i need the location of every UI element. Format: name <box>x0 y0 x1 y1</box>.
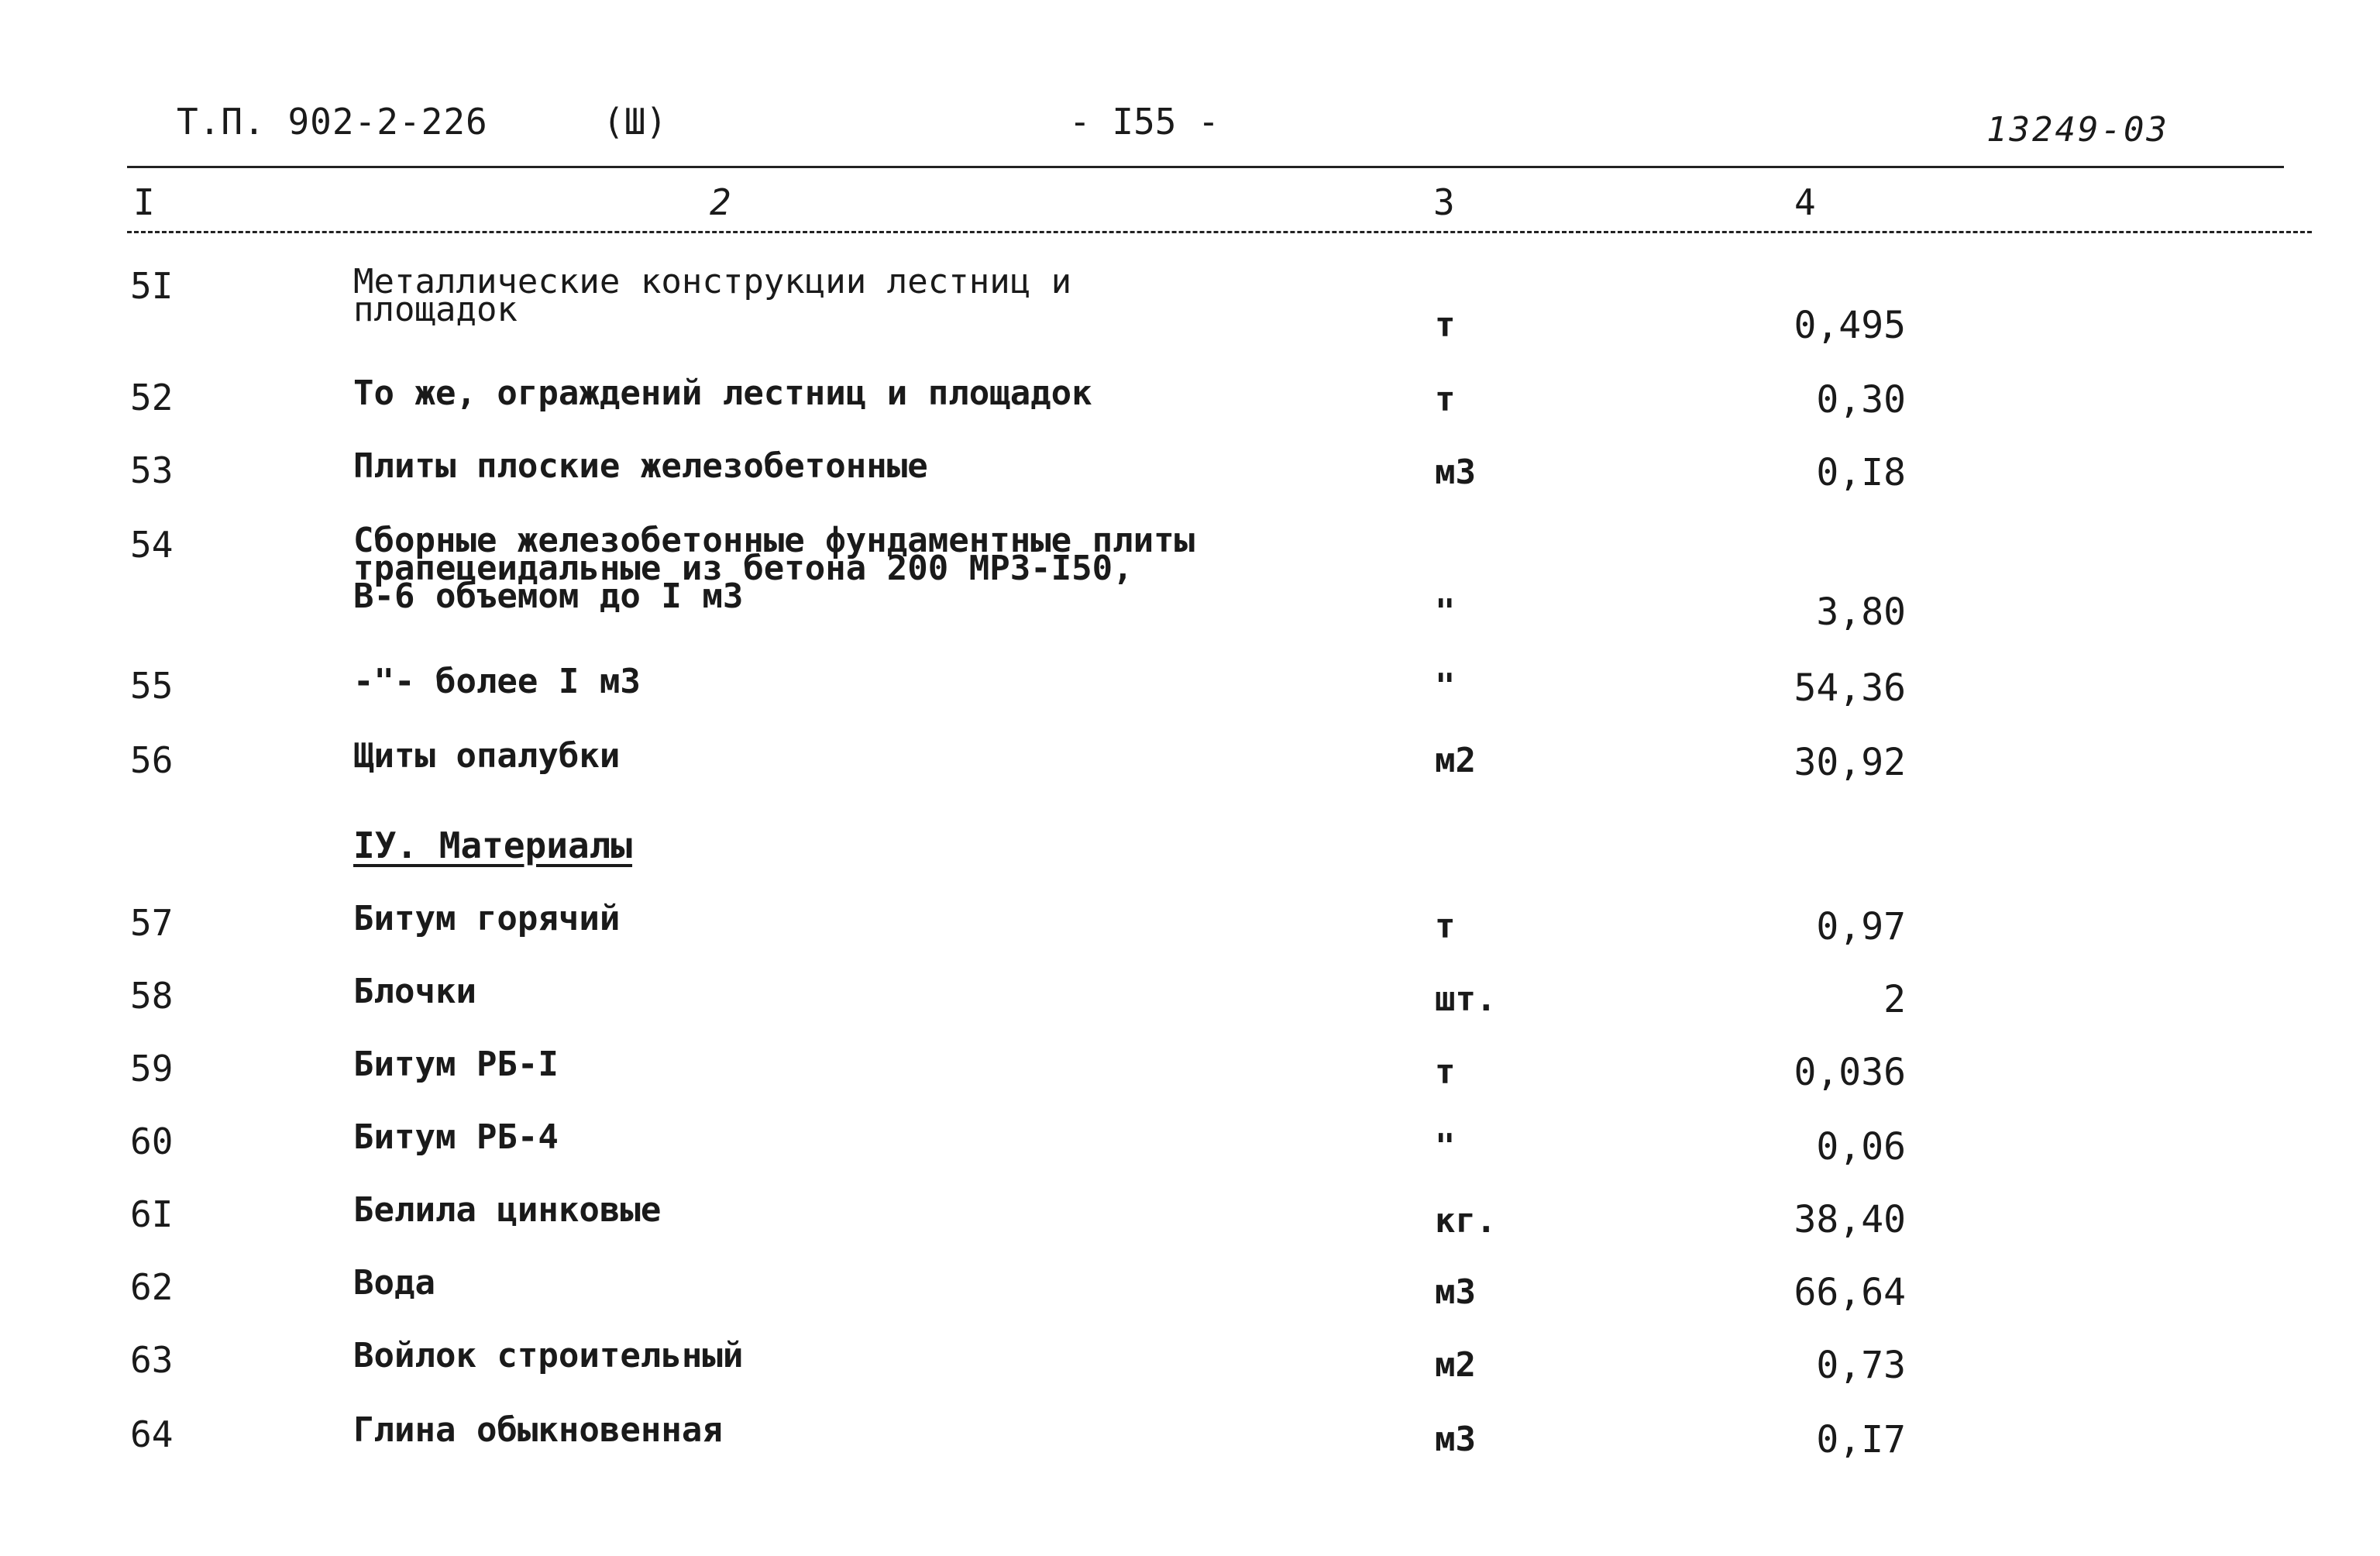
row-number: 52 <box>130 377 174 418</box>
row-number: 63 <box>130 1339 174 1381</box>
row-unit: т <box>1435 305 1456 345</box>
row-quantity: 0,30 <box>1816 378 1906 422</box>
row-name: Войлок строительный <box>353 1336 744 1375</box>
column-header-2: 2 <box>710 181 731 223</box>
row-number: 56 <box>130 739 174 781</box>
row-number: 55 <box>130 665 174 707</box>
row-unit: м3 <box>1435 453 1476 492</box>
row-number: 57 <box>130 902 174 944</box>
row-number: 60 <box>130 1121 174 1162</box>
column-header-3: 3 <box>1433 181 1455 223</box>
row-unit: м2 <box>1435 1345 1476 1385</box>
part-number: (Ш) <box>603 101 668 143</box>
row-name: Щиты опалубки <box>353 736 621 776</box>
row-unit: " <box>1435 1127 1456 1166</box>
page-number: - I55 - <box>1069 101 1219 143</box>
header-divider <box>127 166 2284 168</box>
row-unit: м2 <box>1435 741 1476 780</box>
row-number: 59 <box>130 1048 174 1090</box>
row-unit: " <box>1435 666 1456 706</box>
row-quantity: 2 <box>1883 978 1906 1021</box>
row-name: Глина обыкновенная <box>353 1410 723 1450</box>
row-number: 6I <box>130 1193 174 1235</box>
row-number: 62 <box>130 1266 174 1308</box>
row-quantity: 54,36 <box>1794 666 1906 710</box>
row-name: Белила цинковые <box>353 1190 662 1230</box>
row-unit: т <box>1435 380 1456 419</box>
row-name: То же, ограждений лестниц и площадок <box>353 374 1092 413</box>
row-unit: кг. <box>1435 1201 1497 1241</box>
row-name: Битум РБ-4 <box>353 1117 559 1157</box>
column-header-4: 4 <box>1794 181 1816 223</box>
row-quantity: 0,06 <box>1816 1125 1906 1169</box>
row-name: Металлические конструкции лестниц и площадок <box>353 262 1072 329</box>
document-number: 13249-03 <box>1986 110 2169 150</box>
row-quantity: 30,92 <box>1794 741 1906 784</box>
row-name: Битум горячий <box>353 899 621 938</box>
row-name: -"- более I м3 <box>353 662 641 701</box>
row-number: 58 <box>130 975 174 1017</box>
row-name: Сборные железобетонные фундаментные плиты трапецеидальные из бетона 200 МРЗ-I50, В-6 объемом до I м3 <box>353 521 1195 616</box>
row-quantity: 3,80 <box>1816 590 1906 634</box>
row-unit: м3 <box>1435 1420 1476 1459</box>
row-quantity: 0,036 <box>1794 1051 1906 1094</box>
row-unit: м3 <box>1435 1272 1476 1312</box>
row-number: 5I <box>130 265 174 307</box>
project-code: Т.П. 902-2-226 <box>177 101 488 143</box>
column-header-divider <box>127 231 2312 233</box>
row-quantity: 0,97 <box>1816 905 1906 948</box>
row-unit: т <box>1435 907 1456 946</box>
row-quantity: 0,I8 <box>1816 451 1906 494</box>
row-unit: шт. <box>1435 979 1497 1019</box>
row-quantity: 38,40 <box>1794 1198 1906 1241</box>
row-name: Вода <box>353 1263 435 1303</box>
section-heading-materials: IУ. Материалы <box>353 824 633 866</box>
row-quantity: 0,495 <box>1794 304 1906 347</box>
row-name: Блочки <box>353 972 476 1011</box>
row-number: 54 <box>130 524 174 566</box>
column-header-1: I <box>133 181 155 223</box>
row-name: Плиты плоские железобетонные <box>353 446 928 486</box>
row-unit: т <box>1435 1052 1456 1092</box>
row-quantity: 0,73 <box>1816 1344 1906 1387</box>
row-unit: " <box>1435 592 1456 632</box>
row-quantity: 0,I7 <box>1816 1418 1906 1461</box>
row-name: Битум РБ-I <box>353 1045 559 1084</box>
row-number: 64 <box>130 1413 174 1455</box>
row-number: 53 <box>130 449 174 491</box>
row-quantity: 66,64 <box>1794 1271 1906 1314</box>
